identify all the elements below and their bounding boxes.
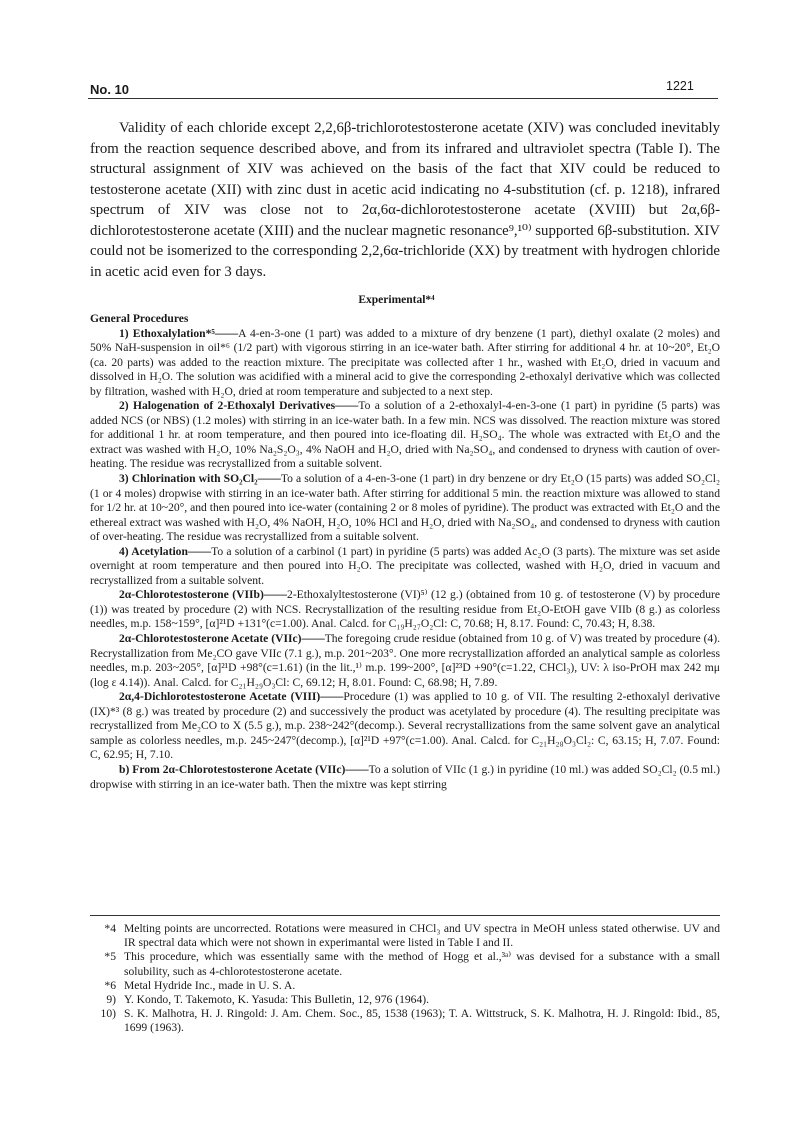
paragraph-title: 2) Halogenation of 2-Ethoxalyl Derivatives—— — [119, 399, 359, 413]
paragraph-text: The foregoing crude residue (obtained from 10 g. of V) was treated by procedure (4). Recrystallization from Me₂CO gave VIIc (7.1 g.), m.p. 201~203°. One more recrystallization afforded an analytical sample as colorless needles, m.p. 203~205°, [α]²¹D +98°(c=1.61) (in the lit.,¹⁾ m.p. 199~200°, [α]²³D +90°(c=1.22, CHCl₃), UV: λ iso-PrOH max 242 mμ (log ε 4.14)). Anal. Calcd. for C₂₁H₂₉O₃Cl: C, 69.12; H, 8.01. Found: C, 68.98; H, 7.89. — [90, 632, 720, 689]
footnote-mark: *6 — [104, 978, 116, 992]
reference-number: 9) — [106, 993, 116, 1007]
footnote-text: Melting points are uncorrected. Rotations were measured in CHCl₃ and UV spectra in MeOH unless stated otherwise. UV and IR spectral data which were not shown in experimantal were listed in Table I and II. — [124, 922, 720, 950]
paragraph-title: 2α-Chlorotestosterone (VIIb)—— — [119, 588, 288, 602]
paragraph-text: Procedure (1) was applied to 10 g. of VII. The resulting 2-ethoxalyl derivative (IX)*³ (8 g.) was treated by procedure (2) and successively the product was acetylated by procedure (4). The resulting precipitate was recrystallized from Me₂CO to X (5.5 g.), m.p. 238~242°(decomp.). Several recrystallizations from the same solvent gave an analytical sample as colorless needles, m.p. 245~247°(decomp.), [α]²¹D +97°(c=1.00). Anal. Calcd. for C₂₁H₂₈O₃Cl₂: C, 63.15; H, 7.07. Found: C, 62.95; H, 7.10. — [90, 690, 720, 762]
procedure-paragraph — [90, 399, 720, 472]
procedure-paragraph — [90, 545, 720, 589]
footnote — [90, 979, 720, 993]
paragraph-title: b) From 2α-Chlorotestosterone Acetate (VIIc)—— — [119, 762, 369, 776]
compound-paragraph — [90, 763, 720, 792]
general-procedures-heading: General Procedures — [90, 312, 189, 325]
footnote-mark: *5 — [104, 950, 116, 964]
paragraph-title: 3) Chlorination with SO₂Cl₂—— — [119, 472, 281, 486]
compound-paragraph — [90, 588, 720, 632]
paragraph-text: To a solution of VIIc (1 g.) in pyridine (10 ml.) was added SO₂Cl₂ (0.5 ml.) dropwise with stirring in an ice-water bath. Then the mixtre was kept stirring — [90, 762, 720, 791]
procedure-paragraph — [90, 327, 720, 400]
procedure-paragraph — [90, 472, 720, 545]
footnote — [90, 950, 720, 978]
compound-paragraph — [90, 632, 720, 690]
paragraph-text: To a solution of a 4-en-3-one (1 part) in dry benzene or dry Et₂O (15 parts) was added SO₂Cl₂ (1 or 4 moles) dropwise with stirring in an ice-water bath. After stirring for additional 5 min. the reaction mixture was allowed to stand for 1/2 hr. at 10~20°, and then poured into ice-water (containing 2 or 8 moles of pyridine). The product was extracted with Et₂O and the ethereal extract was washed with H₂O, 4% NaOH, H₂O, 10% HCl and H₂O, dried with Na₂SO₄, and condensed to dryness with caution of over-heating. The residue was recrystallized from a suitable solvent. — [90, 472, 721, 544]
reference-text: S. K. Malhotra, H. J. Ringold: J. Am. Chem. Soc., 85, 1538 (1963); T. A. Wittstruck, S. K. Malhotra, H. J. Ringold: Ibid., 85, 1699 (1963). — [124, 1007, 720, 1035]
experimental-heading: Experimental*⁴ — [358, 294, 435, 306]
footnotes — [90, 922, 720, 1036]
paragraph-text: To a solution of a carbinol (1 part) in pyridine (5 parts) was added Ac₂O (3 parts). The mixture was set aside overnight at room temperature and then poured into H₂O. The precipitate was collected, washed with H₂O, dried in vacuum and recrystallized from a suitable solvent. — [90, 544, 720, 587]
footnote — [90, 922, 720, 950]
footnote-text: Metal Hydride Inc., made in U. S. A. — [124, 978, 296, 992]
issue-number: No. 10 — [90, 82, 130, 97]
experimental-body — [90, 312, 720, 792]
page-number: 1221 — [666, 79, 694, 93]
paragraph-title: 2α,4-Dichlorotestosterone Acetate (VIII)—— — [119, 690, 344, 704]
reference-number: 10) — [100, 1007, 116, 1021]
paragraph-title: 2α-Chlorotestosterone Acetate (VIIc)—— — [119, 632, 325, 646]
paragraph-text: To a solution of a 2-ethoxalyl-4-en-3-one (1 part) in pyridine (5 parts) was added NCS (or NBS) (1.2 moles) with stirring in an ice-water bath. In a few min. NCS was dissolved. The reaction mixture was stored for additional 1 hr. at room temperature, and then poured into ice-floating dil. H₂SO₄. The whole was extracted with Et₂O and the extract was washed with H₂O, 10% Na₂S₂O₃, 4% NaOH and H₂O, dried with Na₂SO₄, and condensed to dryness with caution of over-heating. The residue was recrystallized from a suitable solvent. — [90, 399, 720, 471]
footnote-mark: *4 — [104, 922, 116, 935]
reference — [90, 1007, 720, 1035]
intro-paragraph: Validity of each chloride except 2,2,6β-trichlorotestosterone acetate (XIV) was concluded inevitably from the reaction sequence described above, and from its infrared and ultraviolet spectra (Table I). The structural assignment of XIV was achieved on the basis of the fact that XIV could be reduced to testosterone acetate (XII) with zinc dust in acetic acid indicating no 4-substitution (cf. p. 1218), infrared spectrum of XIV was close not to 2α,6α-dichlorotestosterone acetate (XVIII) but 2α,6β-dichlorotestosterone acetate (XIII) and the nuclear magnetic resonance⁹,¹⁰⁾ supported 6β-substitution. XIV could not be isomerized to the corresponding 2,2,6α-trichloride (XX) by treatment with hydrogen chloride in acetic acid even for 3 days. — [90, 120, 720, 280]
reference — [90, 993, 720, 1007]
paragraph-title: 1) Ethoxalylation*⁵—— — [119, 326, 239, 340]
paragraph-title: 4) Acetylation—— — [119, 544, 212, 558]
reference-text: Y. Kondo, T. Takemoto, K. Yasuda: This Bulletin, 12, 976 (1964). — [124, 993, 430, 1007]
footnote-rule — [90, 915, 720, 916]
paragraph-text: A 4-en-3-one (1 part) was added to a mixture of dry benzene (1 part), diethyl oxalate (2 moles) and 50% NaH-suspension in oil*⁶ (1/2 part) with vigorous stirring in an ice-water bath. After stirring for additional 4 hr. at 10~20°, Et₂O (ca. 20 parts) was added to the reaction mixture. The precipitate was collected after 1 hr., washed with Et₂O, dried in vacuum and dissolved in H₂O. The solution was acidified with a mineral acid to give the corresponding 2-ethoxalyl derivative which was collected by filtration, washed with H₂O, dried at room temperature and subjected to a next step. — [90, 326, 721, 398]
compound-paragraph — [90, 690, 720, 763]
footnote-text: This procedure, which was essentially same with the method of Hogg et al.,³ᵃ⁾ was devised for a substance with a small solubility, such as 4-chlorotestosterone acetate. — [124, 950, 720, 978]
paragraph-text: 2-Ethoxalyltestosterone (VI)⁵⁾ (12 g.) (obtained from 10 g. of testosterone (V) by procedure (1)) was treated by procedure (2) with NCS. Recrystallization of the resulting residue from Et₂O-EtOH gave VIIb (8 g.) as colorless needles, m.p. 158~159°, [α]²¹D +131°(c=1.00). Anal. Calcd. for C₁₉H₂₇O₂Cl: C, 70.68; H, 8.17. Found: C, 70.43; H, 8.38. — [90, 588, 720, 631]
header-rule — [88, 98, 718, 99]
